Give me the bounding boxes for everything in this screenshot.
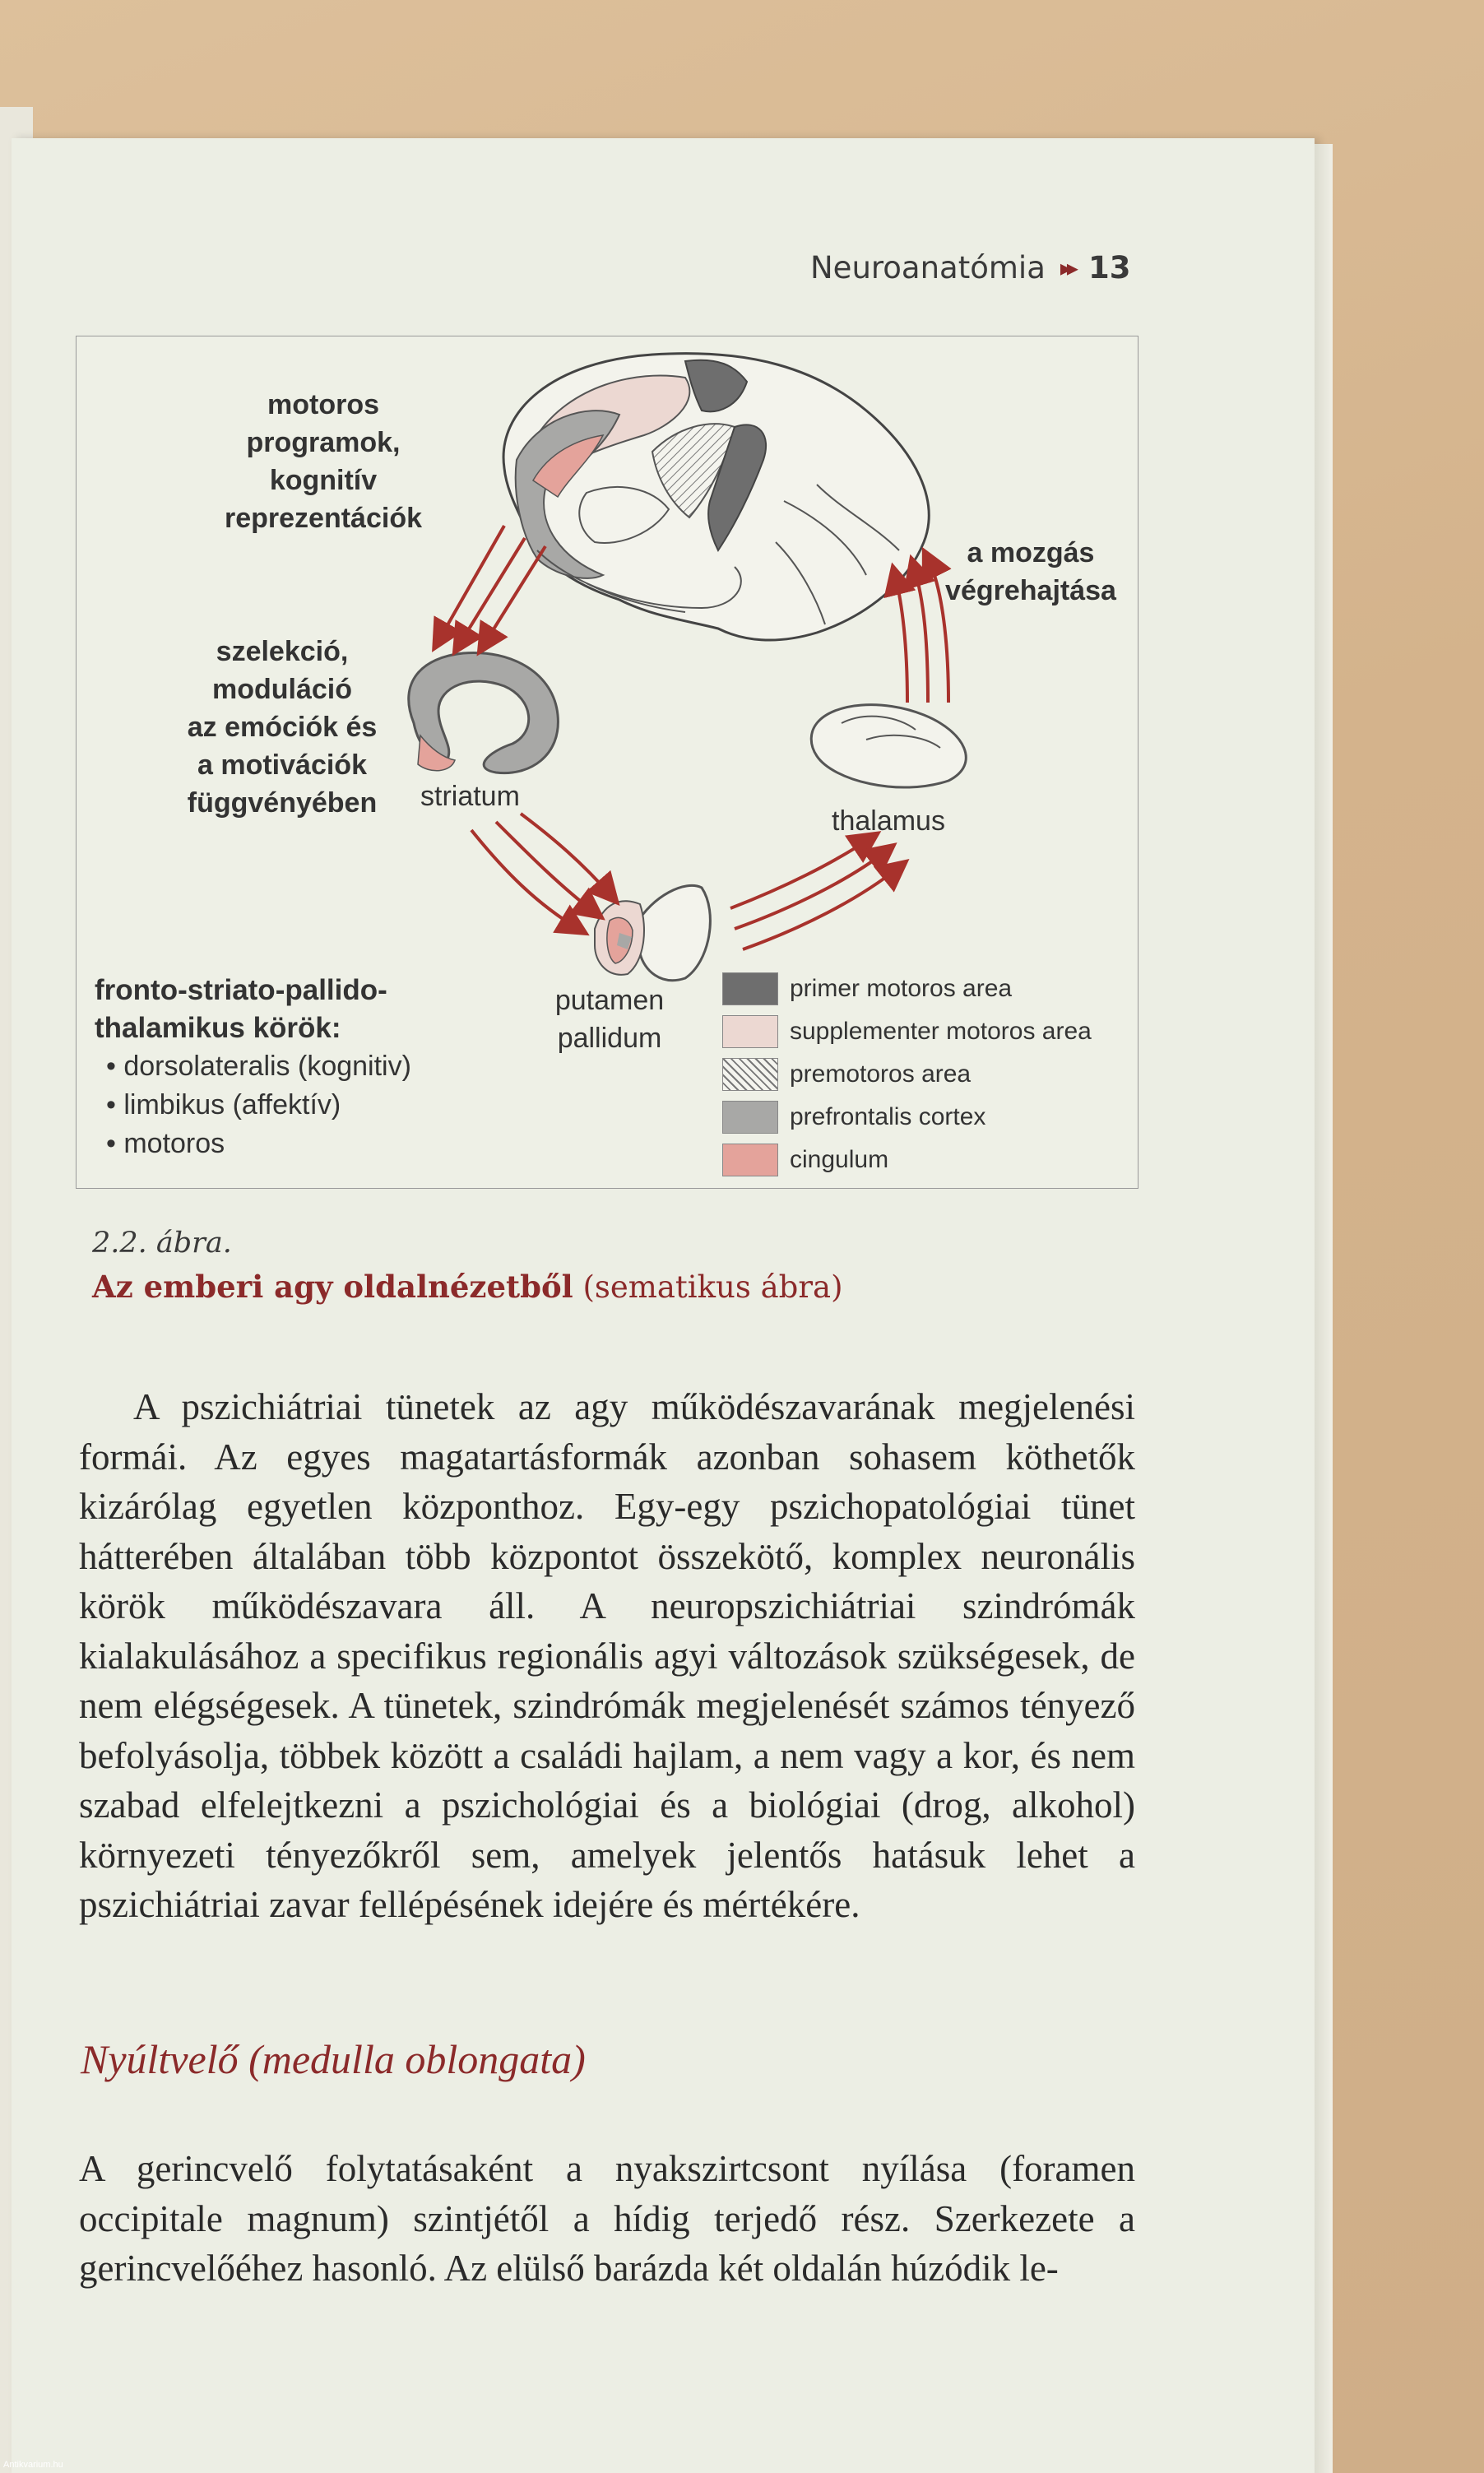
brain-diagram — [76, 336, 1139, 1189]
brain-illustration — [503, 354, 929, 640]
label-line: moduláció — [211, 674, 353, 705]
caption-title — [92, 1264, 1120, 1311]
label-striatum: striatum — [420, 781, 520, 812]
legend-item — [722, 1096, 1134, 1139]
legend-label: premotoros area — [790, 1060, 972, 1088]
label-line: függvényében — [187, 787, 378, 819]
header-arrows: ▸▸ — [1060, 253, 1074, 281]
running-header — [810, 247, 1139, 288]
legend-swatch — [722, 1101, 778, 1134]
circuits-title: fronto-striato-pallido- — [95, 974, 387, 1006]
legend-label: prefrontalis cortex — [790, 1103, 986, 1130]
watermark: Antikvarium.hu — [3, 2460, 63, 2470]
label-thalamus: thalamus — [832, 805, 945, 837]
legend — [722, 967, 1134, 1181]
caption-number: 2.2. ábra. — [92, 1227, 232, 1260]
label-line: az emóciók és — [187, 712, 378, 743]
legend-item — [722, 1010, 1134, 1053]
label-line: kognitív — [269, 465, 378, 496]
paragraph-text: A pszichiátriai tünetek az agy működészavarának megjelenési formái. Az egyes magatartásformák azonban sohasem köthetők kizárólag egyetlen központhoz. Egy-egy pszichopatológiai tünet hátterében általában több központot összekötő, komplex neuronális körök működészavara áll. A neuropszichiátriai szindrómák kialakulásához a specifikus regionális agyi változások szükségesek, de nem elégségesek. A tünetek, szindrómák megjelenését számos tényező befolyásolja, többek között a családi hajlam, a nem vagy a kor, és nem szabad elfelejtkezni a pszichológiai és a biológiai (drog, alkohol) környezeti tényezőkről sem, amelyek jelentős hatásuk lehet a pszichiátriai zavar fellépésének idejére és mértékére. — [79, 1386, 1135, 1925]
label-line: a motivációk — [197, 749, 367, 781]
body-paragraph-2 — [79, 2144, 1135, 2294]
page-stack-edge — [1315, 144, 1333, 2473]
caption-title-bold: Az emberi agy oldalnézetből — [92, 1269, 573, 1305]
circuit-item: • limbikus (affektív) — [106, 1089, 341, 1121]
section-heading: Nyúltvelő (medulla oblongata) — [81, 2036, 586, 2082]
label-line: pallidum — [557, 1023, 662, 1054]
thalamus-illustration — [811, 705, 966, 787]
legend-swatch — [722, 972, 778, 1005]
label-line: programok, — [246, 427, 401, 458]
circuit-item: • dorsolateralis (kognitiv) — [106, 1051, 411, 1082]
legend-swatch — [722, 1058, 778, 1091]
paragraph-text: A gerincvelő folytatásaként a nyakszirtcsont nyílása (foramen occipitale magnum) szintjétől a hídig terjedő rész. Szerkezete a gerincvelőéhez hasonló. Az elülső barázda két oldalán húzódik le- — [79, 2148, 1135, 2289]
page-number: 13 — [1087, 249, 1131, 285]
label-line: motoros — [267, 389, 379, 420]
legend-item — [722, 967, 1134, 1010]
caption-title-rest: (sematikus ábra) — [573, 1269, 843, 1305]
legend-label: cingulum — [790, 1146, 889, 1173]
label-line: reprezentációk — [225, 503, 422, 534]
label-putamen-pallidum — [544, 981, 675, 1057]
label-line: a mozgás — [967, 537, 1095, 568]
circuits-list — [95, 972, 489, 1163]
label-line: végrehajtása — [945, 575, 1116, 606]
arrows-pallidum-to-thalamus — [730, 838, 899, 949]
legend-swatch — [722, 1144, 778, 1176]
figure-caption — [92, 1223, 1120, 1311]
legend-label: primer motoros area — [790, 975, 1013, 1002]
putamen-pallidum-illustration — [595, 885, 710, 980]
legend-item — [722, 1053, 1134, 1096]
label-selection — [155, 633, 410, 822]
circuits-title: thalamikus körök: — [95, 1012, 341, 1044]
striatum-illustration — [409, 652, 559, 773]
legend-item — [722, 1139, 1134, 1181]
circuit-item: • motoros — [106, 1128, 225, 1159]
legend-label: supplementer motoros area — [790, 1018, 1092, 1045]
arrows-striatum-to-pallidum — [471, 814, 611, 929]
label-line: putamen — [554, 985, 665, 1016]
label-motor-programs — [200, 386, 447, 537]
label-execution — [924, 534, 1138, 610]
label-line: szelekció, — [216, 636, 349, 667]
header-section: Neuroanatómia — [810, 249, 1046, 285]
body-paragraph-1 — [79, 1382, 1135, 1930]
legend-swatch — [722, 1015, 778, 1048]
